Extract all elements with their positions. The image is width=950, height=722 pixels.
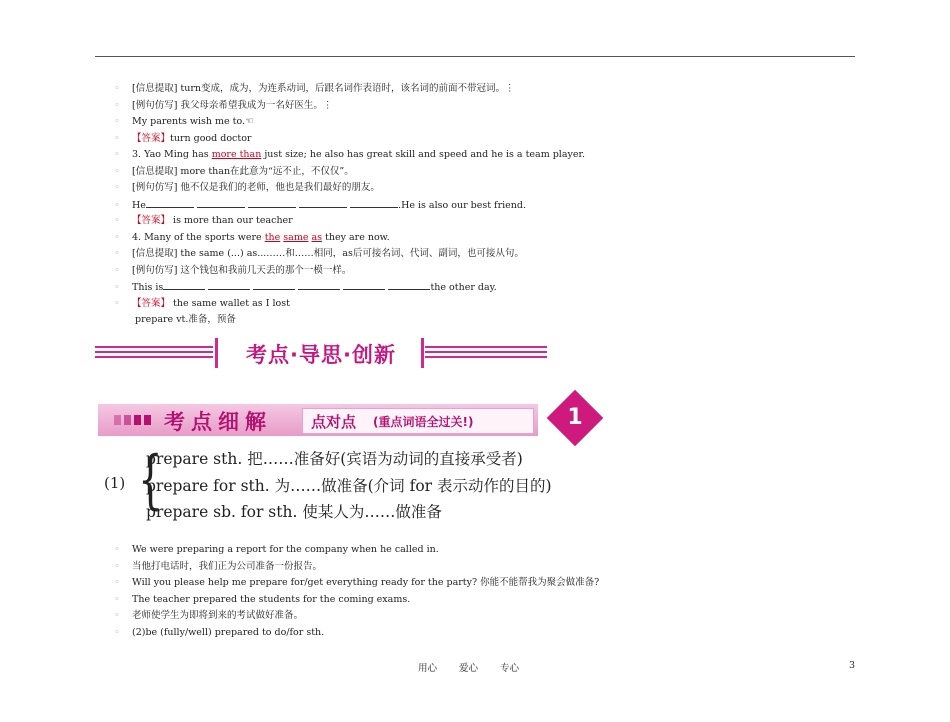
- example-line: ◦ (2)be (fully/well) prepared to do/for sth.: [114, 627, 325, 638]
- answer-line: ◦ 【答案】 is more than our teacher: [114, 215, 293, 226]
- example-line: ◦ 当他打电话时，我们正为公司准备一份报告。: [114, 561, 323, 572]
- text-line: ◦ My parents wish me to.☜: [114, 116, 254, 127]
- text-line: ◦ [信息提取] turn变成，成为，为连系动词，后跟名词作表语时，该名词的前面不带冠词。⋮: [114, 83, 515, 94]
- pointer-hand-icon: ☜: [245, 116, 254, 127]
- text-line: ◦ [信息提取] more than在此意为“远不止，不仅仅”。: [114, 166, 354, 177]
- banner-title: 考点·导思·创新: [246, 343, 396, 367]
- example-line: ◦ We were preparing a report for the company when he called in.: [114, 544, 439, 555]
- fill-blank-line: ◦ This is the other day.: [114, 282, 497, 293]
- answer-line: ◦ 【答案】 the same wallet as I lost: [114, 298, 290, 309]
- banner-rule-right: [425, 346, 547, 359]
- banner-rule-left: [95, 346, 213, 359]
- section-number: 1: [567, 405, 583, 430]
- example-line: ◦ Will you please help me prepare for/get everything ready for the party? 你能不能帮我为聚会做准备?: [114, 577, 600, 588]
- decor-square: [124, 415, 131, 425]
- text-line: ◦ 3. Yao Ming has more than just size; he also has great skill and speed and he is a team player.: [114, 149, 586, 160]
- text-line: ◦ [例句仿写] 这个钱包和我前几天丢的那个一模一样。: [114, 265, 352, 276]
- header-rule: [95, 56, 855, 57]
- sub-banner-title: 考点细解: [164, 410, 272, 434]
- text-line: ◦ [例句仿写] 他不仅是我们的老师，他也是我们最好的朋友。: [114, 182, 380, 193]
- text-line: prepare vt.准备，预备: [132, 314, 236, 325]
- usage-line: prepare sb. for sth. 使某人为……做准备: [146, 503, 442, 521]
- text-line: ◦ [信息提取] the same (...) as...……和……相同，as后可接名词、代词、副词，也可接从句。: [114, 248, 524, 259]
- text-line: ◦ 4. Many of the sports were the same as they are now.: [114, 232, 390, 243]
- item-number: (1): [104, 474, 126, 492]
- usage-line: prepare sth. 把……准备好(宾语为动词的直接承受者): [146, 450, 523, 468]
- example-line: ◦ 老师使学生为即将到来的考试做好准备。: [114, 610, 304, 621]
- curly-brace-icon: {: [138, 443, 163, 517]
- decor-square: [144, 415, 151, 425]
- answer-line: ◦ 【答案】turn good doctor: [114, 133, 252, 144]
- sub-banner: [98, 404, 538, 436]
- page-number: 3: [849, 660, 856, 671]
- section-banner: [95, 336, 547, 370]
- sub-banner-tag: 点对点 (重点词语全过关!): [302, 408, 534, 434]
- usage-line: prepare for sth. 为……做准备(介词 for 表示动作的目的): [146, 477, 552, 495]
- fill-blank-line: ◦ He .He is also our best friend.: [114, 200, 526, 211]
- example-line: ◦ The teacher prepared the students for the coming exams.: [114, 594, 411, 605]
- decor-square: [114, 415, 121, 425]
- decor-square: [134, 415, 141, 425]
- text-line: ◦ [例句仿写] 我父母亲希望我成为一名好医生。⋮: [114, 100, 333, 111]
- page-footer: 用心 爱心 专心: [418, 663, 520, 674]
